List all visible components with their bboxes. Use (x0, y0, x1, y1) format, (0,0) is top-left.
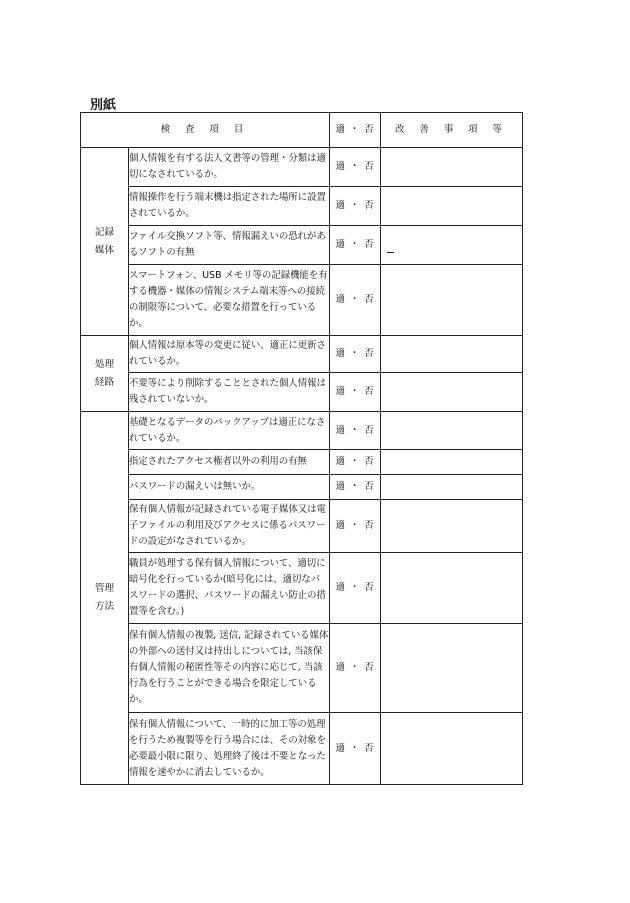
compliance-cell[interactable]: 適 ・ 否 (330, 226, 381, 265)
compliance-cell[interactable]: 適 ・ 否 (330, 450, 381, 475)
check-item: 保有個人情報の複製, 送信, 記録されている媒体の外部への送付又は持出しについては, 当該保有個人情報の秘匿性等その内容に応じて, 当該行為を行うことができる場合を限定しているか。 (129, 624, 330, 713)
check-item: スマートフォン、USB メモリ等の記録機能を有する機器・媒体の情報システム端末等への接続の制限等について、必要な措置を行っているか。 (129, 265, 330, 336)
compliance-cell[interactable]: 適 ・ 否 (330, 148, 381, 187)
header-inspection-item: 検 査 項 目 (81, 113, 330, 148)
table-row (81, 412, 523, 450)
table-row (81, 624, 523, 713)
category-label: 経路 (94, 376, 115, 388)
notes-cell[interactable] (381, 475, 523, 500)
notes-cell[interactable] (381, 624, 523, 713)
check-item: 個人情報を有する法人文書等の管理・分類は適切になされているか。 (129, 148, 330, 187)
category-cell (81, 412, 129, 785)
header-compliance: 適 ・ 否 (330, 113, 381, 148)
tick-mark (387, 252, 394, 253)
table-row (81, 336, 523, 373)
category-label: 媒体 (94, 244, 115, 256)
notes-cell[interactable] (381, 373, 523, 412)
notes-cell[interactable] (381, 187, 523, 226)
check-item: 個人情報は原本等の変更に従い、適正に更新されているか。 (129, 336, 330, 373)
page-label: 別紙 (90, 98, 117, 113)
category-label: 方法 (94, 601, 115, 612)
notes-cell[interactable] (381, 148, 523, 187)
header-improvement-notes: 改 善 事 項 等 (381, 113, 523, 148)
notes-cell[interactable] (381, 226, 523, 265)
check-item: 保有個人情報が記録されている電子媒体又は電子ファイルの利用及びアクセスに係るパスワードの設定がなされているか。 (129, 500, 330, 553)
check-item: 指定されたアクセス権者以外の利用の有無 (129, 450, 330, 475)
notes-cell[interactable] (381, 553, 523, 624)
compliance-cell[interactable]: 適 ・ 否 (330, 553, 381, 624)
compliance-cell[interactable]: 適 ・ 否 (330, 475, 381, 500)
compliance-cell[interactable]: 適 ・ 否 (330, 336, 381, 373)
compliance-cell[interactable]: 適 ・ 否 (330, 265, 381, 336)
notes-cell[interactable] (381, 336, 523, 373)
check-item: 保有個人情報について、一時的に加工等の処理を行うため複製等を行う場合には、その対象を必要最小限に限り、処理終了後は不要となった情報を速やかに消去しているか。 (129, 713, 330, 785)
compliance-cell[interactable]: 適 ・ 否 (330, 500, 381, 553)
check-item: ファイル交換ソフト等、情報漏えいの恐れがあるソフトの有無 (129, 226, 330, 265)
compliance-cell[interactable]: 適 ・ 否 (330, 624, 381, 713)
check-item: パスワードの漏えいは無いか。 (129, 475, 330, 500)
table-row (81, 148, 523, 187)
table-row (81, 450, 523, 475)
category-label: 処理 (94, 358, 115, 370)
table-row (81, 373, 523, 412)
table-row (81, 226, 523, 265)
check-item: 不要等により削除することとされた個人情報は残されていないか。 (129, 373, 330, 412)
check-item: 職員が処理する保有個人情報について、適切に暗号化を行っているか(暗号化には、適切なパスワードの選択、パスワードの漏えい防止の措置等を含む。) (129, 553, 330, 624)
category-label: 管理 (94, 583, 115, 594)
check-item: 情報操作を行う端末機は指定された場所に設置されているか。 (129, 187, 330, 226)
notes-cell[interactable] (381, 412, 523, 450)
category-label: 記録 (94, 226, 115, 238)
table-header-row (81, 113, 523, 148)
notes-cell[interactable] (381, 450, 523, 475)
notes-cell[interactable] (381, 265, 523, 336)
table-row (81, 265, 523, 336)
compliance-cell[interactable]: 適 ・ 否 (330, 412, 381, 450)
check-item: 基礎となるデータのバックアップは適正になされているか。 (129, 412, 330, 450)
table-row (81, 187, 523, 226)
table-row (81, 475, 523, 500)
inspection-checklist-table (80, 112, 523, 785)
notes-cell[interactable] (381, 713, 523, 785)
table-row (81, 713, 523, 785)
category-cell (81, 336, 129, 412)
notes-cell[interactable] (381, 500, 523, 553)
table-row (81, 553, 523, 624)
compliance-cell[interactable]: 適 ・ 否 (330, 713, 381, 785)
compliance-cell[interactable]: 適 ・ 否 (330, 373, 381, 412)
category-cell (81, 148, 129, 336)
compliance-cell[interactable]: 適 ・ 否 (330, 187, 381, 226)
table-row (81, 500, 523, 553)
